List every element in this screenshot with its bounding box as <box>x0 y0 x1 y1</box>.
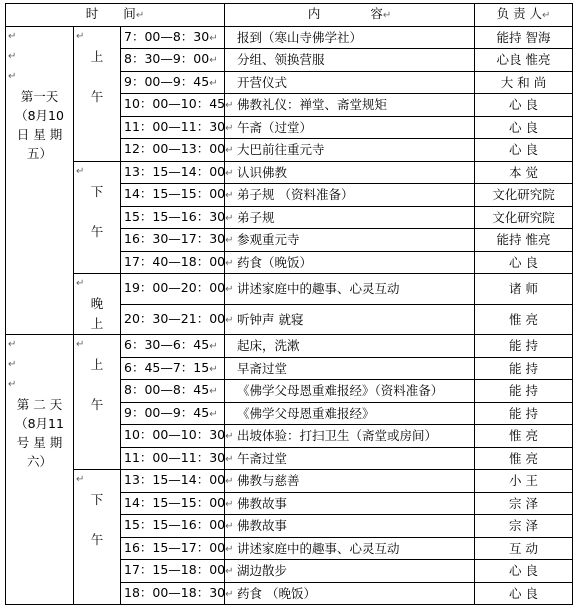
owner-cell-text: 能持 智海 <box>496 29 551 45</box>
owner-cell-text: 心 良 <box>509 142 538 157</box>
time-cell-text: 11：00—11：30 <box>124 118 226 134</box>
owner-cell-text: 本 觉 <box>509 164 538 180</box>
content-cell-text: 药食（晚饭） <box>237 254 313 270</box>
time-cell <box>121 251 234 274</box>
table-row <box>6 335 573 358</box>
owner-cell <box>475 425 573 448</box>
time-cell <box>121 94 234 117</box>
time-cell-text: 13：15—14：00 <box>124 163 226 179</box>
owner-cell <box>475 357 573 380</box>
day-label-line: 六） <box>26 454 52 469</box>
time-cell <box>121 515 234 538</box>
time-cell <box>121 49 225 72</box>
time-cell-text: 14：15—15：00 <box>124 494 226 510</box>
cell-mark: ↵ <box>225 431 234 442</box>
day-label-line: 五） <box>26 145 52 161</box>
time-header: 时 间↵ <box>6 4 225 27</box>
time-cell-text: 9：00—9：45 <box>124 404 210 420</box>
time-cell <box>121 537 234 560</box>
owner-cell <box>475 560 573 583</box>
owner-header: 负 责 人↵ <box>475 4 573 27</box>
content-cell <box>225 229 475 252</box>
content-cell-text: 《佛学父母恩重难报经》 <box>237 405 375 421</box>
content-cell <box>225 161 475 184</box>
owner-cell <box>475 537 573 560</box>
cell-mark: ↵ <box>225 257 234 269</box>
owner-cell-text: 能 持 <box>509 383 538 398</box>
time-cell <box>121 470 234 493</box>
content-cell-text: 参观重元寺 <box>237 232 300 247</box>
content-cell-text: 开营仪式 <box>237 74 288 90</box>
content-cell <box>225 71 475 94</box>
time-cell-text: 16：15—17：00 <box>124 539 226 555</box>
period-label-char: 午 <box>90 397 104 412</box>
owner-cell-text: 能持 惟亮 <box>496 232 551 247</box>
cell-mark: ↵ <box>225 521 234 532</box>
cell-mark: ↵ <box>225 498 234 510</box>
table-row <box>6 26 573 49</box>
content-cell <box>225 402 475 425</box>
time-cell-text: 20：30—21：00 <box>124 310 226 326</box>
owner-cell <box>475 304 573 335</box>
paragraph-mark: ↵ <box>8 379 17 390</box>
time-cell-text: 15：15—16：00 <box>124 517 226 532</box>
cell-mark: ↵ <box>225 145 234 156</box>
owner-cell-text: 惟 亮 <box>509 450 538 466</box>
content-cell <box>225 582 475 605</box>
time-cell <box>121 116 234 139</box>
content-cell-text: 弟子规 <box>237 209 275 225</box>
owner-cell-text: 惟 亮 <box>509 311 538 327</box>
time-cell <box>121 229 234 252</box>
table-row <box>6 161 573 184</box>
owner-cell-text: 大 和 尚 <box>500 74 547 90</box>
paragraph-mark: ↵ <box>8 359 17 370</box>
day-label <box>6 26 74 335</box>
time-cell <box>121 335 225 358</box>
period-label-char: 上 <box>90 316 104 331</box>
owner-cell <box>475 206 573 229</box>
owner-cell <box>475 402 573 425</box>
content-cell-text: 药食 （晚饭） <box>237 585 316 601</box>
paragraph-mark: ↵ <box>76 339 85 350</box>
content-cell <box>225 116 475 139</box>
time-cell-text: 10：00—10：45 <box>124 96 226 111</box>
time-cell-text: 17：40—18：00 <box>124 253 226 269</box>
content-cell-text: 报到（寒山寺佛学社） <box>237 29 363 45</box>
day-label-line: 日 星 期 <box>16 126 63 142</box>
cell-mark: ↵ <box>209 408 218 420</box>
owner-cell-text: 小 王 <box>509 473 538 488</box>
content-cell <box>225 251 475 274</box>
owner-cell <box>475 139 573 162</box>
period-label-char: 上 <box>90 357 104 372</box>
paragraph-mark: ↵ <box>76 30 85 42</box>
cell-mark: ↵ <box>225 543 234 555</box>
time-cell-text: 13：15—14：00 <box>124 472 226 487</box>
paragraph-mark: ↵ <box>8 339 17 350</box>
header-row <box>6 4 573 27</box>
owner-cell-text: 惟 亮 <box>509 428 538 443</box>
cell-mark: ↵ <box>225 100 234 111</box>
time-cell <box>121 26 225 49</box>
owner-cell <box>475 274 573 305</box>
content-cell <box>225 206 475 229</box>
content-cell-text: 早斋过堂 <box>237 360 288 376</box>
cell-mark: ↵ <box>225 190 234 201</box>
owner-cell <box>475 184 573 207</box>
content-cell-text: 午斋过堂 <box>237 450 288 466</box>
day-label-line: 号 星 期 <box>16 435 63 450</box>
time-cell-text: 17：15—18：00 <box>124 562 226 577</box>
owner-cell-text: 能 持 <box>509 360 538 376</box>
content-cell <box>225 447 475 470</box>
content-cell-text: 分组、领换营服 <box>237 52 325 67</box>
owner-cell <box>475 94 573 117</box>
time-cell <box>121 274 234 305</box>
period-label <box>74 26 121 161</box>
content-cell-text: 出坡体验：打扫卫生（斋堂或房间） <box>237 428 438 443</box>
content-cell <box>225 492 475 515</box>
time-cell <box>121 206 234 229</box>
content-header: 内 容↵ <box>225 4 475 27</box>
owner-cell <box>475 515 573 538</box>
owner-cell-text: 能 持 <box>509 338 538 353</box>
content-cell-text: 讲述家庭中的趣事、心灵互动 <box>237 540 400 556</box>
owner-cell-text: 宗 泽 <box>509 518 538 533</box>
time-cell-text: 16：30—17：30 <box>124 231 226 246</box>
time-cell-text: 8：00—8：45 <box>124 382 210 397</box>
time-cell-text: 19：00—20：00 <box>124 280 226 295</box>
content-cell <box>225 94 475 117</box>
period-label-char: 上 <box>90 48 104 64</box>
owner-cell-text: 文化研究院 <box>492 209 555 225</box>
content-cell-text: 大巴前往重元寺 <box>237 142 325 157</box>
period-label-char: 午 <box>90 532 104 547</box>
time-cell <box>121 139 234 162</box>
day-label-line: （8月10 <box>15 107 64 123</box>
content-cell <box>225 26 475 49</box>
owner-cell <box>475 447 573 470</box>
owner-cell <box>475 71 573 94</box>
owner-cell-text: 心 良 <box>509 563 538 578</box>
content-cell-text: 《佛学父母恩重难报经》（资料准备） <box>237 383 444 398</box>
time-cell <box>121 492 234 515</box>
cell-mark: ↵ <box>225 588 234 600</box>
schedule-body <box>6 26 573 605</box>
paragraph-mark: ↵ <box>8 70 17 82</box>
time-cell <box>121 71 225 94</box>
cell-mark: ↵ <box>225 453 234 465</box>
owner-cell <box>475 335 573 358</box>
content-cell <box>225 184 475 207</box>
time-cell <box>121 304 234 335</box>
owner-cell <box>475 26 573 49</box>
time-cell-text: 6：45—7：15 <box>124 359 210 375</box>
table-row <box>6 470 573 493</box>
content-cell-text: 佛教与慈善 <box>237 473 300 488</box>
cell-mark: ↵ <box>209 32 218 44</box>
time-cell <box>121 161 234 184</box>
time-cell-text: 11：00—11：30 <box>124 449 226 465</box>
content-cell <box>225 515 475 538</box>
owner-cell <box>475 380 573 403</box>
period-label-char: 午 <box>90 88 104 104</box>
time-cell <box>121 357 225 380</box>
owner-cell-text: 能 持 <box>509 405 538 421</box>
time-cell-text: 12：00—13：00 <box>124 141 226 156</box>
content-cell <box>225 304 475 335</box>
cell-mark: ↵ <box>209 363 218 375</box>
table-row <box>6 274 573 305</box>
cell-mark: ↵ <box>225 212 234 224</box>
content-cell-text: 午斋（过堂） <box>237 119 313 135</box>
time-cell-text: 8：30—9：00 <box>124 51 210 66</box>
period-label-char: 下 <box>90 183 104 199</box>
owner-cell <box>475 161 573 184</box>
content-cell-text: 讲述家庭中的趣事、心灵互动 <box>237 281 400 296</box>
content-cell-text: 弟子规 （资料准备） <box>237 187 354 202</box>
cell-mark: ↵ <box>225 476 234 487</box>
cell-mark: ↵ <box>209 386 218 397</box>
time-cell-text: 7：00—8：30 <box>124 28 210 44</box>
time-cell-text: 14：15—15：00 <box>124 186 226 201</box>
cell-mark: ↵ <box>209 55 218 66</box>
owner-cell <box>475 49 573 72</box>
time-cell <box>121 425 234 448</box>
time-cell <box>121 447 234 470</box>
day-label-line: （8月11 <box>15 416 64 431</box>
owner-cell-text: 文化研究院 <box>492 187 555 202</box>
owner-cell-text: 诸 师 <box>509 281 538 296</box>
owner-cell-text: 心 良 <box>509 254 538 270</box>
period-label-char: 下 <box>90 492 104 507</box>
time-cell <box>121 582 234 605</box>
content-cell-text: 听钟声 就寝 <box>237 311 304 327</box>
cell-mark: ↵ <box>225 167 234 179</box>
owner-cell-text: 心良 惟亮 <box>496 52 551 67</box>
day-label-line: 第一天 <box>20 88 59 104</box>
day-label <box>6 335 74 605</box>
time-cell-text: 9：00—9：45 <box>124 73 210 89</box>
time-cell <box>121 560 234 583</box>
owner-cell <box>475 470 573 493</box>
cell-mark: ↵ <box>225 566 234 577</box>
paragraph-mark: ↵ <box>8 30 17 42</box>
period-label <box>74 274 121 335</box>
time-cell <box>121 402 225 425</box>
time-cell-text: 18：00—18：30 <box>124 584 226 600</box>
content-cell <box>225 357 475 380</box>
paragraph-mark: ↵ <box>76 165 85 177</box>
content-cell <box>225 425 475 448</box>
content-cell-text: 佛教故事 <box>237 495 288 511</box>
owner-cell-text: 宗 泽 <box>509 495 538 511</box>
cell-mark: ↵ <box>225 314 234 326</box>
time-cell <box>121 184 234 207</box>
cell-mark: ↵ <box>225 122 234 134</box>
period-label-char: 晚 <box>90 296 104 311</box>
content-cell-text: 湖边散步 <box>237 563 288 578</box>
cell-mark: ↵ <box>209 77 218 89</box>
owner-cell <box>475 582 573 605</box>
content-cell <box>225 380 475 403</box>
period-label-char: 午 <box>90 223 104 239</box>
cell-mark: ↵ <box>209 341 218 352</box>
content-cell-text: 认识佛教 <box>237 164 288 180</box>
owner-cell-text: 心 良 <box>509 119 538 135</box>
owner-cell-text: 心 良 <box>509 97 538 112</box>
owner-cell <box>475 116 573 139</box>
owner-cell <box>475 251 573 274</box>
owner-cell-text: 心 良 <box>509 585 538 601</box>
content-cell <box>225 49 475 72</box>
content-cell-text: 佛教礼仪：禅堂、斋堂规矩 <box>237 97 388 112</box>
content-cell <box>225 139 475 162</box>
content-cell <box>225 560 475 583</box>
cell-mark: ↵ <box>225 284 234 295</box>
time-cell-text: 15：15—16：30 <box>124 208 226 224</box>
time-cell <box>121 380 225 403</box>
period-label <box>74 470 121 605</box>
cell-mark: ↵ <box>225 235 234 246</box>
period-label <box>74 335 121 470</box>
schedule-table <box>5 3 573 605</box>
content-cell <box>225 335 475 358</box>
paragraph-mark: ↵ <box>76 278 85 289</box>
content-cell-text: 佛教故事 <box>237 518 288 533</box>
content-cell <box>225 274 475 305</box>
day-label-line: 第 二 天 <box>16 397 63 412</box>
paragraph-mark: ↵ <box>8 50 17 62</box>
time-cell-text: 6：30—6：45 <box>124 337 210 352</box>
period-label <box>74 161 121 274</box>
owner-cell <box>475 229 573 252</box>
owner-cell-text: 互 动 <box>509 540 538 556</box>
content-cell-text: 起床，洗漱 <box>237 338 300 353</box>
content-cell <box>225 470 475 493</box>
owner-cell <box>475 492 573 515</box>
paragraph-mark: ↵ <box>76 474 85 485</box>
time-cell-text: 10：00—10：30 <box>124 427 226 442</box>
content-cell <box>225 537 475 560</box>
